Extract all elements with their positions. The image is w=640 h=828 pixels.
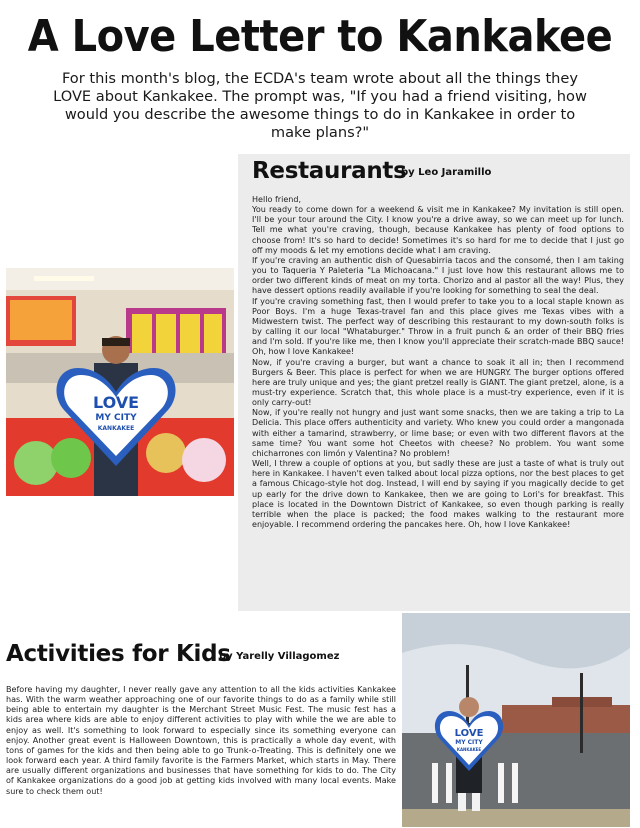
sign-mycity-text: MY CITY (95, 413, 137, 423)
letter-paragraph: Now, if you're craving a burger, but want a chance to soak it all in; then I recommend Burgers & Beer. This place is perfect for when we are HUNGRY. The burger options offered here are truly unique and yes; the giant pretzel really is GIANT. The giant pretzel, alone, is a must-try experience. Scratch that, this whole place is a must-try experience, even if it is only carry-out! (252, 357, 624, 408)
restaurants-byline: by Leo Jaramillo (401, 167, 492, 178)
restaurants-panel (238, 154, 630, 611)
page-title: A Love Letter to Kankakee (27, 12, 613, 62)
street-photo-illustration (402, 613, 630, 827)
sign-kankakee-text: KANKAKEE (456, 747, 482, 752)
intro-paragraph: For this month's blog, the ECDA's team wrote about all the things they LOVE about Kankakee. The prompt was, "If you had a friend visiting, how would you describe the awesome things to do in Kankakee in order to make plans?" (53, 70, 587, 141)
restaurant-photo (6, 268, 234, 496)
kids-byline: by Yarelly Villagomez (219, 651, 340, 662)
letter-paragraph: Hello friend, (252, 195, 302, 204)
restaurants-heading: Restaurants (252, 158, 407, 184)
restaurants-letter (252, 195, 624, 530)
letter-paragraph: Now, if you're really not hungry and just want some snacks, then we are taking a trip to La Delicia. This place offers authenticity and variety. Who knew you could order a mangonada with either a tamarind, strawberry, or lime base; or even with two different flavors at the same time? You want some hot Cheetos with cheese? No problem. You want some chicharrones con limón y Valentina? No problem! (252, 408, 624, 458)
letter-paragraph: If you're craving something fast, then I would prefer to take you to a local staple known as Poor Boys. I'm a huge Texas-travel fan and this place gives me Texas vibes with a Midwestern twist. The perfect way of describing this restaurant to my down-south folks is by calling it our local "Whataburger." Throw in a fruit punch & an order of their BBQ fries and I'm sold. If you're like me, then I know you'll appreciate their scratch-made BBQ sauce! Oh, how I love Kankakee! (252, 296, 624, 357)
sign-love-text: LOVE (92, 393, 140, 412)
kids-paragraph: Before having my daughter, I never really gave any attention to all the kids activities Kankakee has. With the warm weather approaching one of our favorite things to do as a family while still being able to entertain my daughter is the Merchant Street Music Fest. The music fest has a kids area where kids are able to enjoy different activities to play with while the we are able to enjoy as well. It's something to look forward to especially since its something everyone can enjoy. Another great event is Halloween Downtown, this is practically a whole day event, with tons of games for the kids and then being able to go Trunk-o-Treating. This is definitely one we look forward each year. A third family favorite is the Farmers Market, which starts in May. There are usually different organizations and businesses that have something for kids to do. The City of Kankakee organizations do a good job at getting kids involved with many local events. Make sure to check them out! (6, 685, 396, 796)
kids-heading: Activities for Kids (6, 641, 231, 667)
letter-paragraph: If you're craving an authentic dish of Quesabirria tacos and the consomé, then I am taking you to Taqueria Y Paleteria "La Michoacana." I just love how this restaurant allows me to order two different kinds of meat on my torta. Chorizo and al pastor all the way! Plus, they have dessert options readily available if you're looking for something to seal the deal. (252, 255, 624, 296)
sign-love-text: LOVE (454, 728, 484, 739)
letter-paragraph: Well, I threw a couple of options at you, but sadly these are just a taste of what is truly out here in Kankakee. I haven't even talked about local pizza options, nor the best places to get a famous Chicago-style hot dog. Instead, I will end by saying if you magically decide to get up early for the drive down to Kankakee, then we are going to Lori's for breakfast. This place is located in the Downtown District of Kankakee, so even though parking is really terrible when the place is packed; the food makes walking to the restaurant more enjoyable. I recommend ordering the pancakes here. Oh, how I love Kankakee! (252, 459, 624, 529)
sign-kankakee-text: KANKAKEE (97, 425, 135, 432)
sign-mycity-text: MY CITY (455, 739, 483, 746)
street-photo (402, 613, 630, 827)
restaurant-photo-illustration (6, 268, 234, 496)
letter-paragraph: You ready to come down for a weekend & visit me in Kankakee? My invitation is still open. I'll be your tour around the City. I know you're a drive away, so we can meet up for lunch. Tell me what you're craving, though, because Kankakee has plenty of food options to choose from! It's so hard to decide! Sometimes it's so hard for me to decide that I just go off my moods & let my emotions decide what I am craving. (252, 205, 624, 255)
